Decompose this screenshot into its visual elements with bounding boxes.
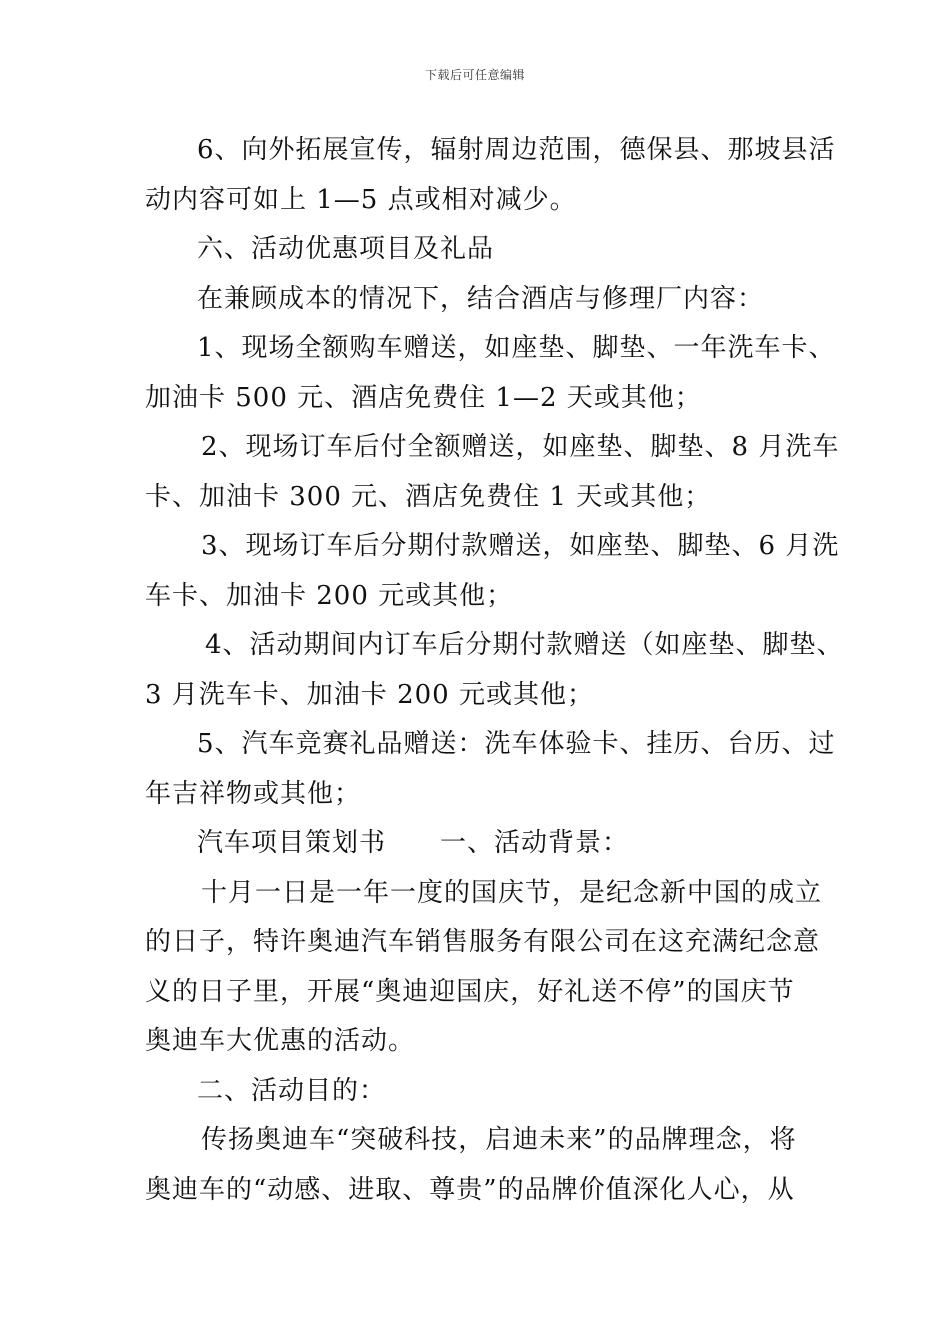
- paragraph-line: 传扬奥迪车“突破科技，启迪未来”的品牌理念，将: [201, 1125, 797, 1155]
- list-item-line: 加油卡 500 元、酒店免费住 1—2 天或其他；: [145, 382, 702, 413]
- list-item-line: 3、现场订车后分期付款赠送，如座垫、脚垫、6 月洗: [201, 531, 840, 561]
- list-item-line: 卡、加油卡 300 元、酒店免费住 1 天或其他；: [145, 481, 712, 512]
- list-item-line: 2、现场订车后付全额赠送，如座垫、脚垫、8 月洗车: [201, 432, 840, 462]
- paragraph-line: 奥迪车大优惠的活动。: [145, 1026, 416, 1056]
- paragraph-line: 在兼顾成本的情况下，结合酒店与修理厂内容：: [197, 283, 765, 314]
- paragraph-line: 十月一日是一年一度的国庆节，是纪念新中国的成立: [201, 877, 823, 908]
- list-item-line: 5、汽车竞赛礼品赠送：洗车体验卡、挂历、台历、过: [197, 729, 836, 759]
- paragraph-line: 6、向外拓展宣传，辐射周边范围，德保县、那坡县活: [197, 135, 836, 165]
- paragraph-line: 奥迪车的“动感、进取、尊贵”的品牌价值深化人心，从: [145, 1174, 795, 1205]
- paragraph-line: 义的日子里，开展“奥迪迎国庆，好礼送不停”的国庆节: [145, 976, 795, 1007]
- paragraph-line: 的日子，特许奥迪汽车销售服务有限公司在这充满纪念意: [145, 927, 821, 957]
- list-item-line: 1、现场全额购车赠送，如座垫、脚垫、一年洗车卡、: [197, 333, 836, 363]
- list-item-line: 车卡、加油卡 200 元或其他；: [145, 580, 514, 611]
- list-item-line: 4、活动期间内订车后分期付款赠送（如座垫、脚垫、: [205, 630, 844, 660]
- section-heading: 六、活动优惠项目及礼品: [197, 234, 495, 264]
- list-item-line: 年吉祥物或其他；: [145, 778, 362, 809]
- list-item-line: 3 月洗车卡、加油卡 200 元或其他；: [145, 679, 594, 710]
- document-body: [145, 126, 844, 1215]
- paragraph-line: 动内容可如上 1—5 点或相对减少。: [145, 184, 577, 215]
- section-heading: 二、活动目的：: [197, 1075, 387, 1106]
- page-header: 下载后可任意编辑: [424, 68, 525, 82]
- section-heading: 汽车项目策划书 一、活动背景：: [197, 828, 630, 858]
